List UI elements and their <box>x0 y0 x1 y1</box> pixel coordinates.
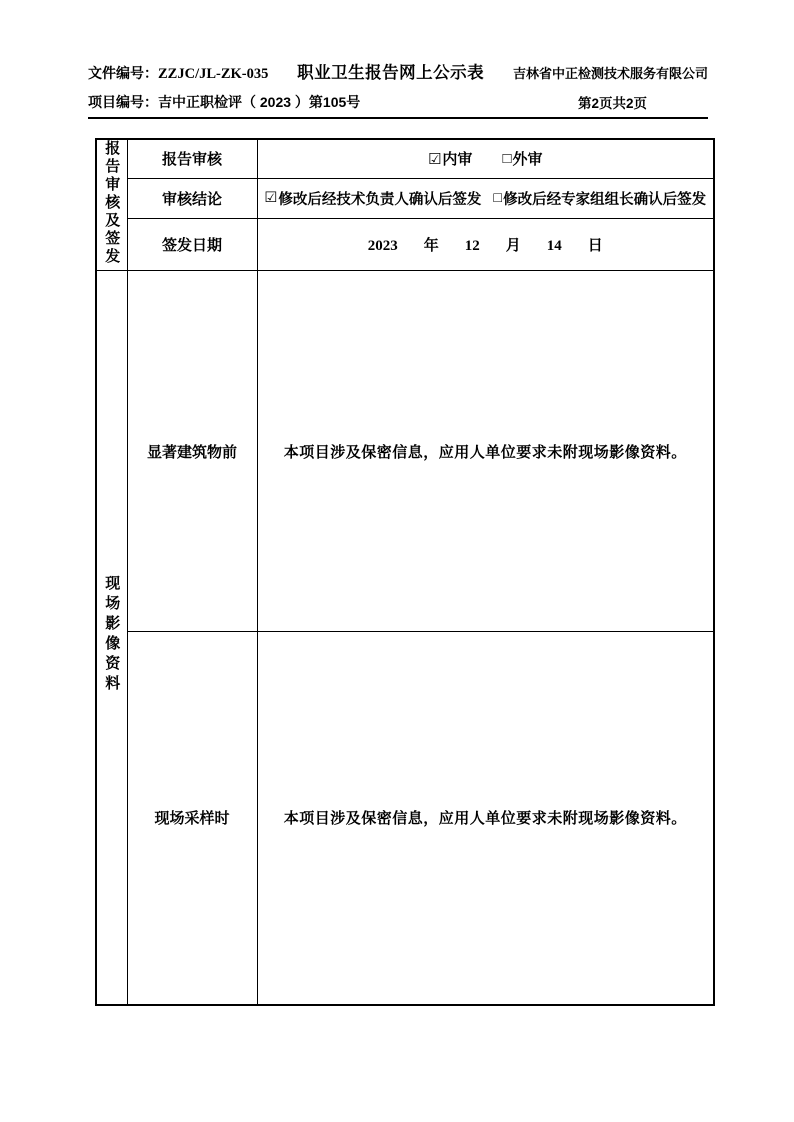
checked-checkbox-icon: ☑ <box>264 190 278 207</box>
form-table <box>95 138 715 1006</box>
header-divider <box>88 117 708 119</box>
table-row <box>96 139 714 178</box>
page-number: 第2页共2页 <box>578 96 648 111</box>
table-row <box>96 178 714 218</box>
row-label-review-conclusion: 审核结论 <box>127 178 257 218</box>
issue-date-cell <box>257 218 714 270</box>
building-photo-cell <box>257 271 714 632</box>
unchecked-checkbox-icon: □ <box>493 190 503 207</box>
report-review-options <box>260 148 712 169</box>
row-label-building-photo: 显著建筑物前 <box>127 271 257 632</box>
doc-number <box>88 63 268 83</box>
page-title: 职业卫生报告网上公示表 <box>297 64 485 82</box>
option-tech-lead-sign <box>264 188 481 209</box>
company-name: 吉林省中正检测技术服务有限公司 <box>512 66 708 81</box>
option-internal-audit <box>428 148 472 169</box>
review-conclusion-cell <box>257 178 714 218</box>
building-photo-note: 本项目涉及保密信息，应用人单位要求未附现场影像资料。 <box>283 443 687 461</box>
option-expert-group-sign-label: 修改后经专家组组长确认后签发 <box>503 191 707 208</box>
option-external-audit-label: 外审 <box>512 151 543 169</box>
issue-date-month: 12 <box>464 237 480 254</box>
sampling-photo-note: 本项目涉及保密信息，应用人单位要求未附现场影像资料。 <box>283 810 687 828</box>
option-internal-audit-label: 内审 <box>442 151 473 169</box>
unchecked-checkbox-icon: □ <box>502 150 512 168</box>
report-review-cell <box>257 139 714 178</box>
issue-date-day: 14 <box>546 237 562 254</box>
table-row <box>96 632 714 1005</box>
option-expert-group-sign <box>493 188 706 209</box>
table-row <box>96 271 714 632</box>
row-label-sampling-photo: 现场采样时 <box>127 632 257 1005</box>
checked-checkbox-icon: ☑ <box>427 150 442 168</box>
issue-date-day-unit: 日 <box>587 236 603 254</box>
issue-date-month-unit: 月 <box>505 236 521 254</box>
project-number <box>88 94 360 110</box>
doc-number-label: 文件编号： <box>88 65 158 81</box>
project-number-label: 项目编号： <box>88 94 158 110</box>
header-line-1 <box>88 59 708 83</box>
project-number-value: 吉中正职检评（ 2023 ）第105号 <box>158 94 361 110</box>
row-label-report-review: 报告审核 <box>127 139 257 178</box>
option-external-audit <box>502 148 542 169</box>
row-label-issue-date: 签发日期 <box>127 218 257 270</box>
section-label-report-review-sign: 报告审核及签发 <box>103 140 121 266</box>
sampling-photo-cell <box>257 632 714 1005</box>
option-tech-lead-sign-label: 修改后经技术负责人确认后签发 <box>278 191 482 208</box>
issue-date-year-unit: 年 <box>423 236 439 254</box>
section-label-site-images: 现场影像资料 <box>103 575 121 696</box>
issue-date-year: 2023 <box>367 237 398 254</box>
issue-date-value <box>260 234 712 255</box>
doc-number-value: ZZJC/JL-ZK-035 <box>158 66 269 82</box>
header-line-2 <box>88 92 708 112</box>
table-row <box>96 218 714 270</box>
section-cell-site-images <box>96 271 127 1005</box>
review-conclusion-options <box>260 188 712 209</box>
section-cell-report-review-sign <box>96 139 127 271</box>
